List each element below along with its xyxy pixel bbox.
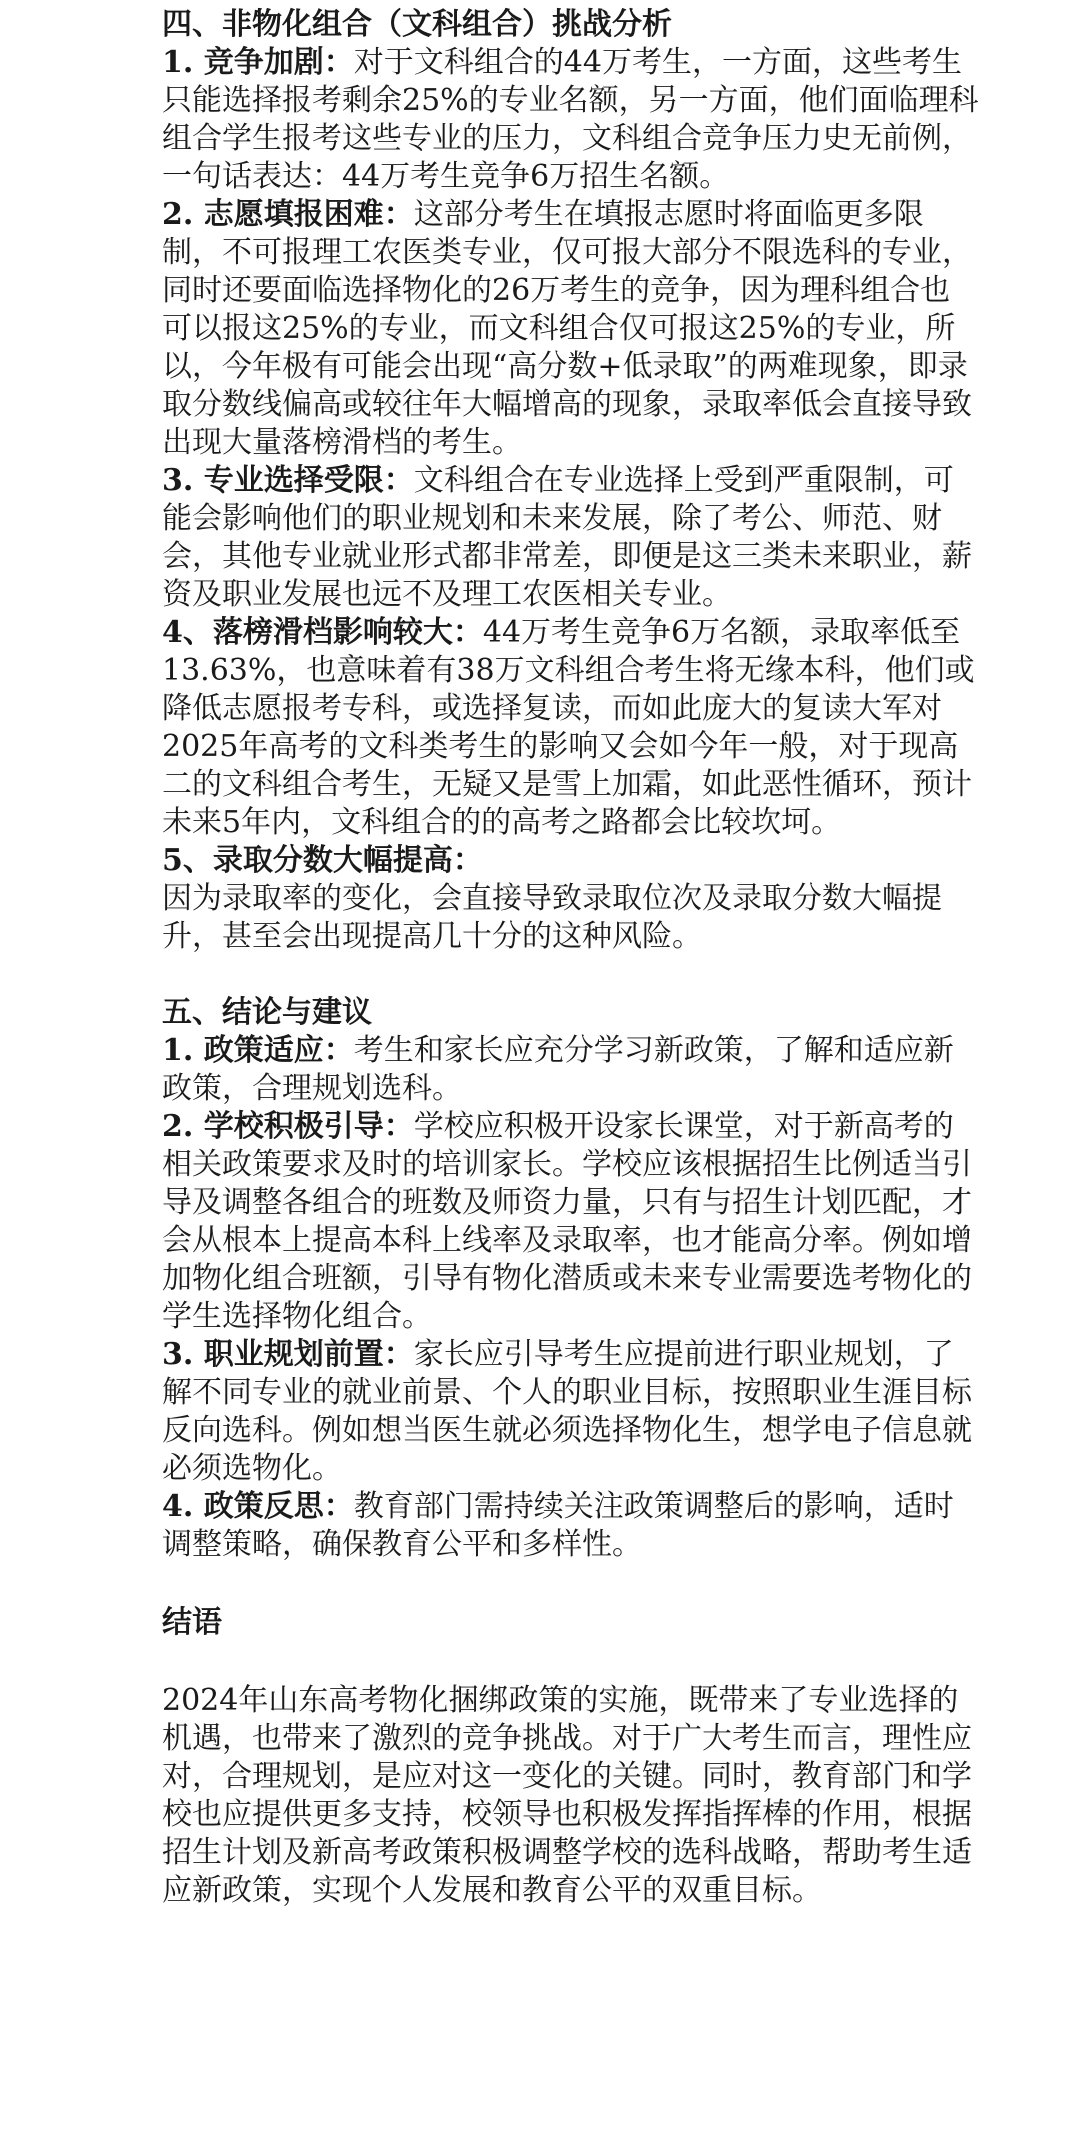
section-heading: 四、非物化组合（文科组合）挑战分析 [162,7,672,42]
item-body: 44万考生竞争6万名额，录取率低至13.63%，也意味着有38万文科组合考生将无缘本科，他们或降低志愿报考专科，或选择复读，而如此庞大的复读大军对2025年高考的文科类考生的影响又会如今年一般，对于现高二的文科组合考生，无疑又是雪上加霜，如此恶性循环，预计未来5年内，文科组合的的高考之路都会比较坎坷。 [162,615,975,840]
item-title: 5、录取分数大幅提高： [162,843,483,878]
item-title: 3. 专业选择受限： [162,463,414,498]
item-body: 学校应积极开设家长课堂，对于新高考的相关政策要求及时的培训家长。学校应该根据招生比例适当引导及调整各组合的班数及师资力量，只有与招生计划匹配，才会从根本上提高本科上线率及录取率，也才能高分率。例如增加物化组合班额，引导有物化潜质或未来专业需要选考物化的学生选择物化组合。 [162,1109,972,1334]
item-body: 教育部门需持续关注政策调整后的影响，适时调整策略，确保教育公平和多样性。 [162,1489,954,1562]
item-title: 1. 竞争加剧： [162,45,354,80]
list-item [162,1108,980,1336]
item-title: 2. 志愿填报困难： [162,197,414,232]
list-item [162,1032,980,1108]
section-conclusions-suggestions [162,994,980,1564]
list-item [162,1488,980,1564]
list-item [162,1336,980,1488]
item-title: 4. 政策反思： [162,1489,354,1524]
closing-paragraph: 2024年山东高考物化捆绑政策的实施，既带来了专业选择的机遇，也带来了激烈的竞争挑战。对于广大考生而言，理性应对，合理规划，是应对这一变化的关键。同时，教育部门和学校也应提供更多支持，校领导也积极发挥指挥棒的作用，根据招生计划及新高考政策积极调整学校的选科战略，帮助考生适应新政策，实现个人发展和教育公平的双重目标。 [162,1683,972,1908]
section-challenge-analysis [162,6,980,956]
list-item [162,842,980,880]
item-body: 这部分考生在填报志愿时将面临更多限制，不可报理工农医类专业，仅可报大部分不限选科的专业，同时还要面临选择物化的26万考生的竞争，因为理科组合也可以报这25%的专业，而文科组合仅可报这25%的专业，所以，今年极有可能会出现“高分数+低录取”的两难现象，即录取分数线偏高或较往年大幅增高的现象，录取率低会直接导致出现大量落榜滑档的考生。 [162,197,972,460]
item-title: 3. 职业规划前置： [162,1337,414,1372]
item-body: 考生和家长应充分学习新政策，了解和适应新政策，合理规划选科。 [162,1033,954,1106]
item-body: 对于文科组合的44万考生，一方面，这些考生只能选择报考剩余25%的专业名额，另一方面，他们面临理科组合学生报考这些专业的压力，文科组合竞争压力史无前例，一句话表达：44万考生竞争6万招生名额。 [162,45,979,194]
list-item [162,196,980,462]
list-item [162,44,980,196]
spacer [162,1564,980,1604]
section-closing [162,1604,980,1910]
list-item [162,462,980,614]
spacer [162,956,980,994]
spacer [162,1642,980,1682]
item-title: 4、落榜滑档影响较大： [162,615,483,650]
item-body: 因为录取率的变化，会直接导致录取位次及录取分数大幅提升，甚至会出现提高几十分的这种风险。 [162,881,942,954]
section-heading: 结语 [162,1605,222,1640]
section-heading: 五、结论与建议 [162,995,372,1030]
item-body: 家长应引导考生应提前进行职业规划，了解不同专业的就业前景、个人的职业目标，按照职业生涯目标反向选科。例如想当医生就必须选择物化生，想学电子信息就必须选物化。 [162,1337,972,1486]
item-body: 文科组合在专业选择上受到严重限制，可能会影响他们的职业规划和未来发展，除了考公、师范、财会，其他专业就业形式都非常差，即便是这三类未来职业，薪资及职业发展也远不及理工农医相关专业。 [162,463,972,612]
list-item [162,614,980,842]
item-title: 1. 政策适应： [162,1033,354,1068]
item-title: 2. 学校积极引导： [162,1109,414,1144]
